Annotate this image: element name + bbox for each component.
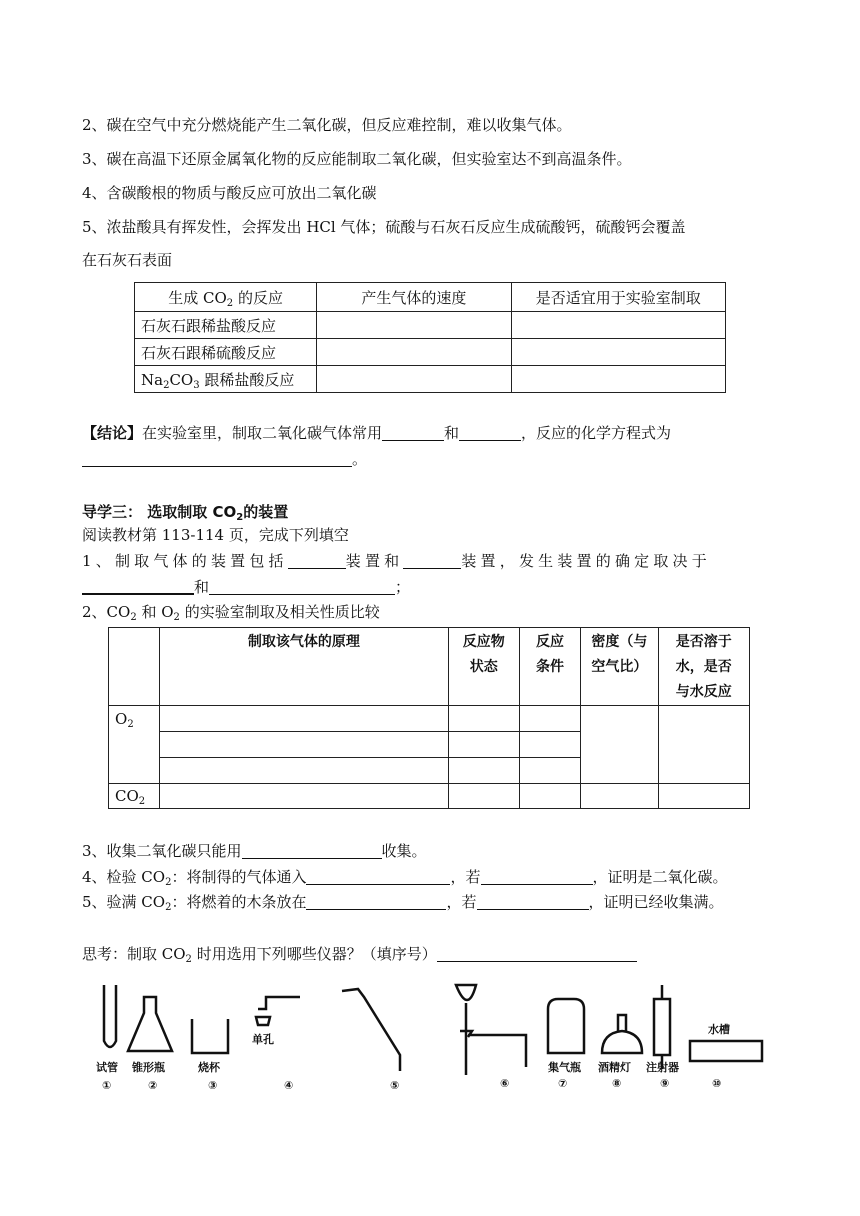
answer-cell[interactable]: [160, 706, 448, 732]
answer-cell[interactable]: [519, 784, 580, 809]
test-tube-icon: [104, 985, 116, 1047]
think-question: 思考：制取 $CO_2$ 时用选用下列哪些仪器？（填序号）: [82, 944, 637, 964]
table-header-row: [109, 628, 750, 706]
water-trough-icon: [690, 1041, 762, 1061]
answer-cell[interactable]: [317, 339, 511, 366]
section-title: 导学三： 选取制取 $CO_2$的装置: [82, 503, 289, 523]
apparatus-label: 试管: [96, 1061, 118, 1074]
apparatus-number: ⑥: [500, 1077, 510, 1090]
point-3: 3、碳在高温下还原金属氧化物的反应能制取二氧化碳，但实验室达不到高温条件。: [82, 150, 632, 168]
header-reaction: 生成 $CO_2$ 的反应: [135, 283, 317, 312]
answer-cell[interactable]: [511, 312, 725, 339]
header-principle: 制取该气体的原理: [160, 628, 448, 706]
bent-tube-icon: [342, 989, 400, 1071]
header-speed: 产生气体的速度: [317, 283, 511, 312]
table-header-row: [135, 283, 726, 312]
gas-o2: $O_2$: [109, 706, 160, 784]
answer-cell[interactable]: [317, 366, 511, 393]
conclusion-text: 在实验室里，制取二氧化碳气体常用: [142, 424, 383, 442]
point-2: 2、碳在空气中充分燃烧能产生二氧化碳，但反应难控制，难以收集气体。: [82, 116, 572, 134]
blank-equation[interactable]: [82, 450, 352, 467]
beaker-icon: [192, 1019, 228, 1053]
table-row: [109, 784, 750, 809]
reading-instruction: 阅读教材第 113-114 页，完成下列填空: [82, 526, 349, 544]
blank-check-position[interactable]: [306, 893, 446, 910]
answer-cell[interactable]: [519, 706, 580, 732]
answer-cell[interactable]: [511, 339, 725, 366]
blank-apparatus-numbers[interactable]: [437, 945, 637, 962]
table-row: [135, 366, 726, 393]
header-condition: 反应 条件: [519, 628, 580, 706]
blank-apparatus-1[interactable]: [288, 552, 346, 569]
gas-comparison-table: [108, 627, 750, 809]
answer-cell[interactable]: [448, 706, 519, 732]
answer-cell[interactable]: [448, 784, 519, 809]
conclusion-text-2: ，反应的化学方程式为: [521, 424, 672, 442]
and-text: 和: [444, 424, 460, 442]
apparatus-figure: [96, 975, 764, 1095]
point-5-cont: 在石灰石表面: [82, 251, 173, 269]
conclusion-label: 【结论】: [82, 424, 143, 442]
header-suitable: 是否适宜用于实验室制取: [511, 283, 725, 312]
apparatus-label: 烧杯: [198, 1061, 220, 1074]
apparatus-number: ①: [102, 1079, 112, 1092]
equation-line: [82, 449, 367, 469]
blank-apparatus-2[interactable]: [403, 552, 461, 569]
point-4: 4、含碳酸根的物质与酸反应可放出二氧化碳: [82, 184, 377, 202]
header-state: 反应物 状态: [448, 628, 519, 706]
question-4: 4、检验 $CO_2$：将制得的气体通入 ，若 ，证明是二氧化碳。: [82, 868, 728, 888]
answer-cell[interactable]: [448, 758, 519, 784]
question-1: 1、制取气体的装置包括 装置和 装置，发生装置的确定取决于: [82, 552, 711, 570]
blank-test-result[interactable]: [481, 868, 593, 885]
period: 。: [352, 450, 368, 468]
header-solubility: 是否溶于 水，是否 与水反应: [658, 628, 749, 706]
row-label: 石灰石跟稀硫酸反应: [135, 339, 317, 366]
apparatus-label: 单孔: [252, 1033, 274, 1046]
apparatus-label: 酒精灯: [598, 1061, 631, 1074]
apparatus-label: 注射器: [646, 1061, 679, 1074]
answer-cell[interactable]: [160, 732, 448, 758]
row-label: 石灰石跟稀盐酸反应: [135, 312, 317, 339]
funnel-tube-icon: [456, 985, 526, 1075]
answer-cell[interactable]: [317, 312, 511, 339]
apparatus-label: 水槽: [708, 1023, 730, 1036]
header-density: 密度（与 空气比）: [581, 628, 658, 706]
single-hole-stopper-icon: [256, 997, 300, 1025]
apparatus-number: ⑦: [558, 1077, 568, 1090]
gas-co2: $CO_2$: [109, 784, 160, 809]
erlenmeyer-flask-icon: [128, 997, 172, 1051]
blank-reagent-2[interactable]: [459, 424, 521, 441]
question-3: 3、收集二氧化碳只能用 收集。: [82, 842, 427, 860]
point-5: 5、浓盐酸具有挥发性，会挥发出 HCl 气体；硫酸与石灰石反应生成硫酸钙，硫酸钙会覆盖: [82, 218, 686, 236]
question-2: 2、$CO_2$ 和 $O_2$ 的实验室制取及相关性质比较: [82, 603, 380, 623]
row-label: $Na_2CO_3$ 跟稀盐酸反应: [135, 366, 317, 393]
alcohol-lamp-icon: [602, 1015, 642, 1053]
question-1-cont: 和 ；: [82, 577, 410, 597]
blank-factor-1[interactable]: [82, 577, 194, 595]
answer-cell[interactable]: [581, 784, 658, 809]
answer-cell[interactable]: [160, 758, 448, 784]
apparatus-number: ⑧: [612, 1077, 622, 1090]
table-row: [135, 312, 726, 339]
answer-cell[interactable]: [519, 758, 580, 784]
gas-jar-icon: [548, 999, 584, 1053]
question-5: 5、验满 $CO_2$：将燃着的木条放在 ，若 ，证明已经收集满。: [82, 893, 724, 913]
answer-cell[interactable]: [581, 706, 658, 784]
table-row: [109, 706, 750, 732]
answer-cell[interactable]: [448, 732, 519, 758]
apparatus-number: ⑤: [390, 1079, 400, 1092]
apparatus-number: ⑨: [660, 1077, 670, 1090]
apparatus-number: ⑩: [712, 1077, 722, 1090]
blank-factor-2[interactable]: [209, 578, 395, 595]
header-gas: [109, 628, 160, 706]
apparatus-number: ③: [208, 1079, 218, 1092]
answer-cell[interactable]: [519, 732, 580, 758]
syringe-icon: [654, 985, 670, 1069]
reaction-comparison-table: [134, 282, 726, 393]
apparatus-label: 锥形瓶: [132, 1061, 165, 1074]
apparatus-label: 集气瓶: [548, 1061, 581, 1074]
apparatus-number: ④: [284, 1079, 294, 1092]
blank-reagent-1[interactable]: [382, 424, 444, 441]
blank-test-reagent[interactable]: [306, 868, 450, 885]
conclusion-line: [82, 423, 671, 443]
answer-cell[interactable]: [658, 706, 749, 784]
blank-check-result[interactable]: [477, 893, 589, 910]
answer-cell[interactable]: [658, 784, 749, 809]
blank-collect-method[interactable]: [242, 842, 382, 859]
apparatus-number: ②: [148, 1079, 158, 1092]
answer-cell[interactable]: [160, 784, 448, 809]
answer-cell[interactable]: [511, 366, 725, 393]
table-row: [135, 339, 726, 366]
